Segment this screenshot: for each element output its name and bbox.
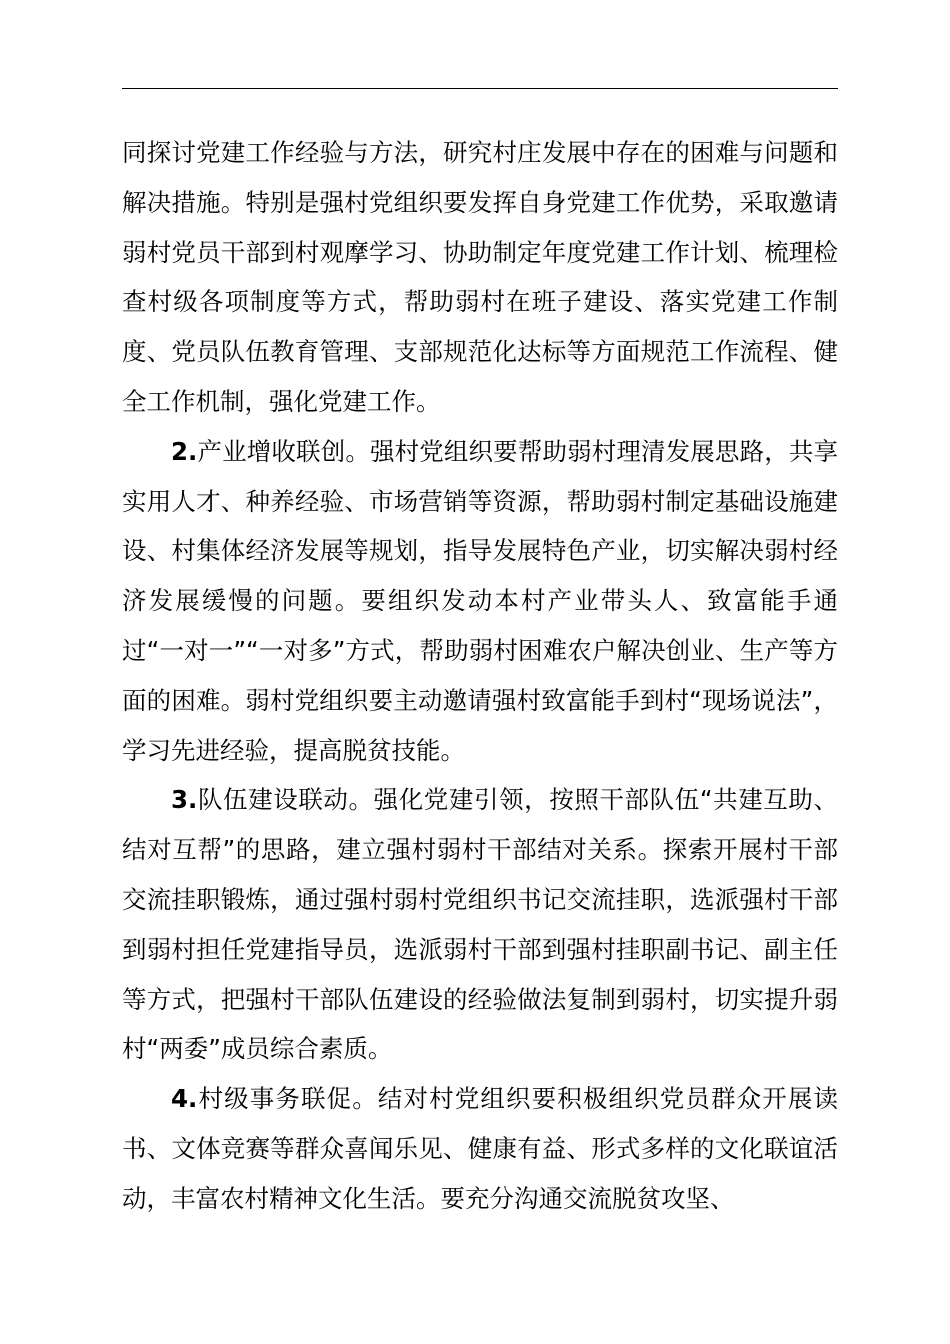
paragraph-text: 同探讨党建工作经验与方法，研究村庄发展中存在的困难与问题和解决措施。特别是强村党组织要发挥自身党建工作优势，采取邀请弱村党员干部到村观摩学习、协助制定年度党建工作计划、梳理检查村级各项制度等方式，帮助弱村在班子建设、落实党建工作制度、党员队伍教育管理、支部规范化达标等方面规范工作流程、健全工作机制，强化党建工作。 (122, 138, 838, 416)
header-rule (122, 88, 838, 89)
paragraph-number: 3. (171, 785, 198, 815)
paragraph-number: 2. (171, 436, 198, 466)
paragraph-industry (122, 427, 838, 776)
paragraph-text: 村级事务联促。结对村党组织要积极组织党员群众开展读书、文体竞赛等群众喜闻乐见、健康有益、形式多样的文化联谊活动，丰富农村精神文化生活。要充分沟通交流脱贫攻坚、 (122, 1084, 838, 1213)
paragraph-continued (122, 128, 838, 427)
paragraph-affairs (122, 1074, 838, 1223)
paragraph-text: 产业增收联创。强村党组织要帮助弱村理清发展思路，共享实用人才、种养经验、市场营销等资源，帮助弱村制定基础设施建设、村集体经济发展等规划，指导发展特色产业，切实解决弱村经济发展缓慢的问题。要组织发动本村产业带头人、致富能手通过“一对一”“一对多”方式，帮助弱村困难农户解决创业、生产等方面的困难。弱村党组织要主动邀请强村致富能手到村“现场说法”，学习先进经验，提高脱贫技能。 (122, 436, 838, 765)
paragraph-text: 队伍建设联动。强化党建引领，按照干部队伍“共建互助、结对互帮”的思路，建立强村弱村干部结对关系。探索开展村干部交流挂职锻炼，通过强村弱村党组织书记交流挂职，选派强村干部到弱村担任党建指导员，选派弱村干部到强村挂职副书记、副主任等方式，把强村干部队伍建设的经验做法复制到弱村，切实提升弱村“两委”成员综合素质。 (122, 785, 838, 1064)
body-text (122, 128, 838, 1224)
paragraph-number: 4. (171, 1084, 198, 1114)
paragraph-team (122, 775, 838, 1074)
